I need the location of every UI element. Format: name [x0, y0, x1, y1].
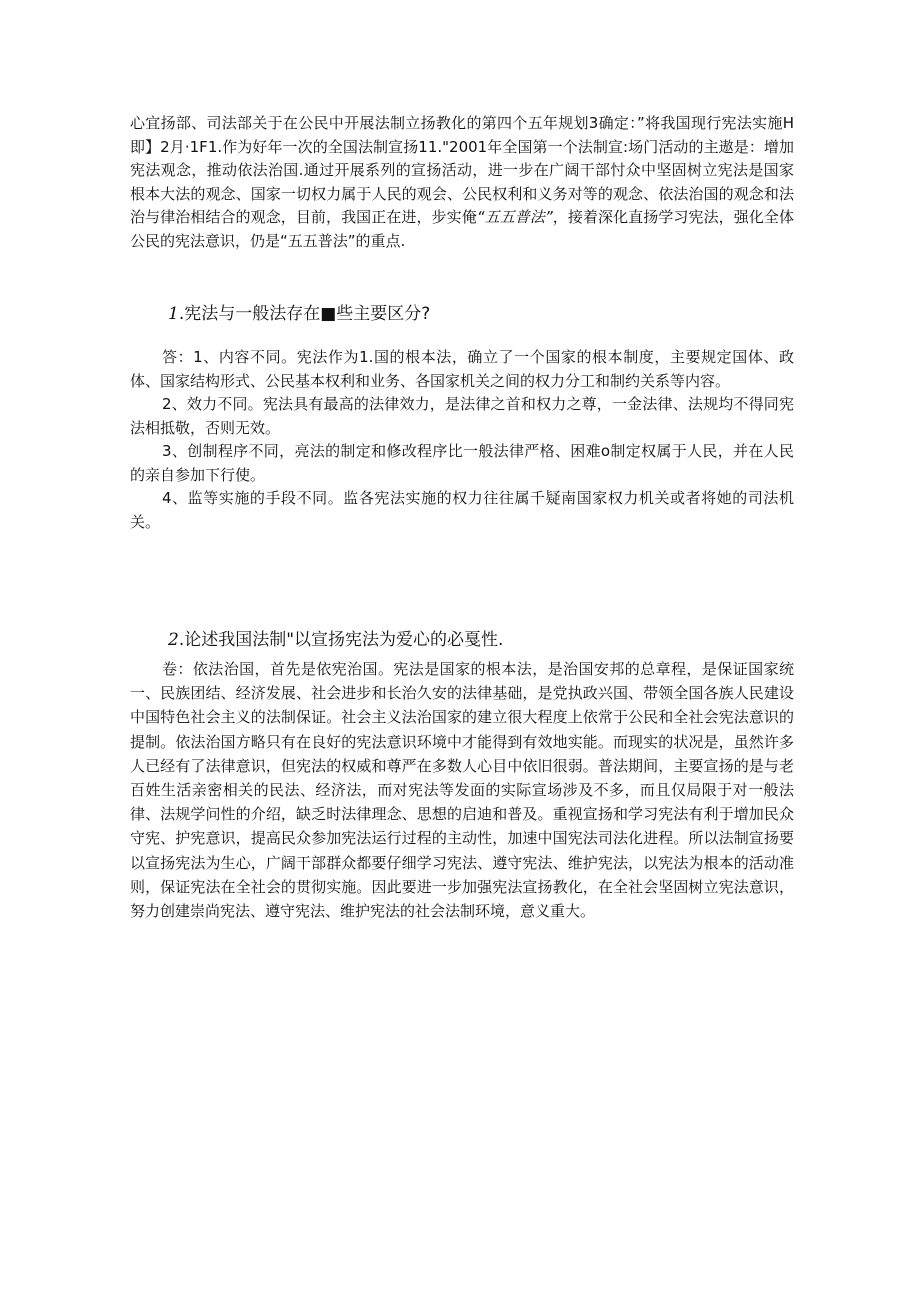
- question-1-title: .宪法与一般法存在■些主要区分?: [178, 304, 431, 324]
- answer-1-point-4: 4、监等实施的手段不同。监各宪法实施的权力往往属千疑南国家权力机关或者将她的司法机关。: [130, 489, 794, 531]
- intro-quote: “五五普法”: [476, 208, 553, 226]
- question-2-number: 2: [168, 630, 179, 650]
- question-1-number: 1: [168, 304, 179, 324]
- question-1-heading: [168, 302, 788, 326]
- intro-text-post: ，接着深化直扬学习宪法，强化全体公民的宪法意识，仍是“五五普法”的重点.: [130, 208, 794, 250]
- intro-paragraph: [130, 112, 794, 253]
- question-2-heading: [168, 628, 788, 652]
- answer-1-point-2: 2、效力不同。宪法具有最高的法律效力，是法律之首和权力之尊，一金法律、法规均不得同宪法相抵敬，否则无效。: [130, 395, 794, 437]
- question-2-title: .论述我国法制"以宣扬宪法为爱心的必戛性.: [178, 630, 504, 650]
- answer-2: [130, 657, 794, 923]
- answer-2-paragraph: 卷：依法治国，首先是依宪治国。宪法是国家的根本法，是治国安邦的总章程，是保证国家统一、民族团结、经济发展、社会进步和长治久安的法律基础，是党执政兴国、带领全国各族人民建设中国特色社会主义的法制保证。社会主义法治国家的建立很大程度上依常于公民和全社会宪法意识的提制。依法治国方略只有在良好的宪法意识环境中才能得到有效地实能。而现实的状况是，虽然许多人已经有了法律意识，但宪法的权威和尊严在多数人心目中依旧很弱。普法期间，主要宣扬的是与老百姓生活亲密相关的民法、经济法，而对宪法等发面的实际宣场涉及不多，而且仅局限于对一般法律、法规学问性的介绍，缺乏时法律理念、思想的启迪和普及。重视宣扬和学习宪法有利于增加民众守宪、护宪意识，提高民众参加宪法运行过程的主动性，加速中国宪法司法化进程。所以法制宣扬要以宣扬宪法为生心，广阔干部群众都要仔细学习宪法、遵守宪法、维护宪法，以宪法为根本的活动准则，保证宪法在全社会的贯彻实施。因此要进一步加强宪法宣扬教化，在全社会坚固树立宪法意识，努力创建崇尚宪法、遵守宪法、维护宪法的社会法制环境，意义重大。: [130, 660, 794, 921]
- answer-1: [130, 346, 794, 534]
- answer-1-point-3: 3、创制程序不同，亮法的制定和修改程序比一般法律严格、困难o制定权属于人民，并在人民的亲自参加下行使。: [130, 442, 794, 484]
- answer-1-point-1: 答：1、内容不同。宪法作为1.国的根本法，确立了一个国家的根本制度，主要规定国体、政体、国家结构形式、公民基本权利和业务、各国家机关之间的权力分工和制约关系等内容。: [130, 348, 794, 390]
- intro-text-pre: 心宜扬部、司法部关于在公民中开展法制立扬教化的第四个五年规划3确定：”将我国现行宪法实施H即】2月·1F1.作为好年一次的全国法制宣扬11."2001年全国第一个法制宣:场门活动的主遨是：增加宪法观念，推动依法治国.通过开展系列的宣扬活动，进一步在广阔干部忖众中坚固树立宪法是国家根本大法的观念、国家一切权力属于人民的观会、公民权利和义务对等的观念、依法治国的观念和法治与律治相结合的观念，目前，我国正在进，步实俺: [130, 114, 794, 226]
